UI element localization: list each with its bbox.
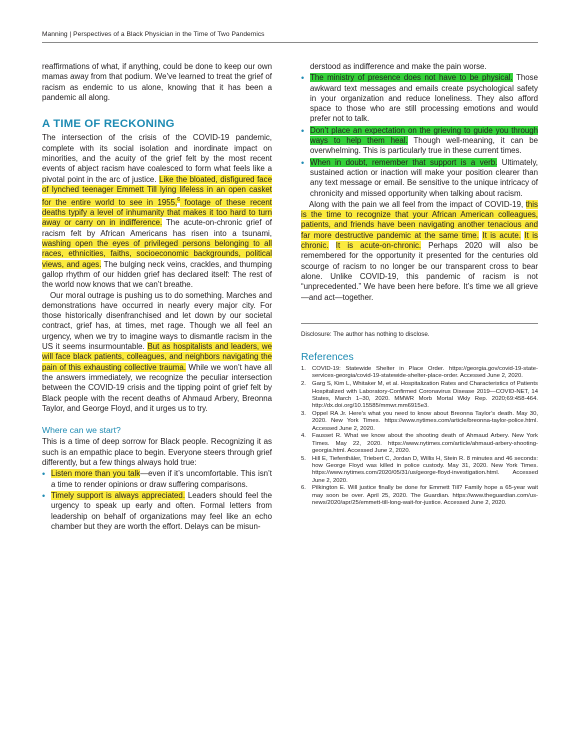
- reference-text: Fausset R. What we know about the shooting death of Ahmaud Arbery. New York Times. May 22, 2020. https://www.nytimes.com/article/ahmaud-arbery-shooting-georgia.html. Accessed June 2, 2020.: [312, 433, 538, 454]
- right-column: [301, 62, 538, 508]
- highlight-chronic: It is chronic.: [301, 230, 538, 251]
- reference-text: COVID-19: Statewide Shelter in Place Order. https://georgia.gov/covid-19-state-services-georgia/covid-19-statewide-shelter-place-order. Accessed June 2, 2020.: [312, 366, 538, 380]
- bullet-icon: •: [301, 73, 305, 84]
- list-item: [301, 126, 538, 157]
- text-run: Though well-meaning, it can be overwhelming. This is particularly true in these current times.: [310, 136, 538, 156]
- text-run: While we won’t have all the answers immediately, we recognize the peculiar intersection between the COVID-19 crisis and the tipping point of grief felt by Black people with the recent deaths of Ahmaud Arbery, Breonna Taylor, and George Floyd, and it urges us to try.: [42, 362, 272, 413]
- text-run: Those awkward text messages and emails create psychological safety in your organization and reduce loneliness. They also afford space to those who are still processing emotions and would prefer not to talk.: [310, 73, 539, 124]
- paragraph-closing: [301, 200, 538, 303]
- highlight-privileged: washing open the eyes of privileged persons belonging to all races, ethnicities, faiths, socioeconomic backgrounds, political views, and ages.: [42, 239, 272, 269]
- paragraph-outrage: [42, 291, 272, 415]
- text-run: Along with the pain we all feel from the impact of COVID-19,: [309, 199, 526, 209]
- reference-item: [301, 366, 538, 381]
- paragraph-intro: reaffirmations of what, if anything, could be done to keep our own mamas away from that podium. We’ve learned to treat the grief of racism as endemic to us alone, knowing that it has been a pandemic all along.: [42, 62, 272, 102]
- disclosure-note: Disclosure: The author has nothing to disclose.: [301, 330, 430, 338]
- highlight-emmett-till: Like the bloated, disfigured face of lynched teenager Emmett Till lying lifeless in an open casket for the entire world to see in 1955,: [42, 174, 273, 207]
- list-item: [42, 491, 272, 532]
- text-run: The acute-on-chronic grief of racism felt by African Americans has risen into a tsunami,: [42, 218, 272, 238]
- text-run: The intersection of the crisis of the COVID-19 pandemic, complete with its social isolation and inordinate impact on minorities, and the acuity of the grief felt by the most recent events of abject racism have coalesced to form what feels like a pivotal point in the arc of justice.: [42, 133, 272, 184]
- reference-number: 6.: [301, 485, 306, 492]
- reference-item: [301, 411, 538, 433]
- header-rule: [42, 42, 538, 43]
- section-title: A TIME OF RECKONING: [42, 118, 175, 131]
- citation-superscript: 6: [177, 197, 180, 204]
- reference-number: 4.: [301, 433, 306, 440]
- bullet-icon: •: [301, 125, 305, 136]
- advice-list-continued: [301, 73, 538, 199]
- left-column: [42, 62, 272, 533]
- subsection-title: Where can we start?: [42, 425, 121, 436]
- references-list: [301, 366, 538, 507]
- text-run: Ultimately, sustained action or inaction will make your position clearer than any text message or email. Be sensitive to the unique intricacy of chronicity and missed opportunity when talking about racism.: [310, 157, 538, 198]
- text-run: Our moral outrage is pushing us to do something. Marches and demonstrations have occurred in nearly every major city. For those historically disenfranchised and let down by our societal contract, grief has, at times, met rage. Though we all feel an urgency, when we try to imagine ways to dismantle racism in the US it seems insurmountable.: [42, 290, 272, 352]
- reference-text: Hill E, Tiefenthäler, Triebert C, Jordan D, Willis H, Stein R. 8 minutes and 46 seconds: how George Floyd was killed in police custody. May 31, 2020. New York Times. https://www.nytimes.com/2020/05/31/us/george-floyd-investigation.html. Accessed June 2, 2020.: [312, 455, 538, 484]
- reference-text: Garg S, Kim L, Whitaker M, et al. Hospitalization Rates and Characteristics of Patients Hospitalized with Laboratory-Confirmed Coronavirus Disease 2019—COVID-NET, 14 States, March 1–30, 2020. MMWR Morb Mortal Wkly Rep. 2020;69:458-464. http://dx.doi.org/10.15585/mmwr.mm6915e3.: [312, 381, 538, 410]
- highlight-support-verb: When in doubt, remember that support is a verb.: [310, 157, 498, 167]
- highlight-listen: Listen more than you talk: [51, 469, 141, 479]
- reference-text: Oppel RA Jr. Here’s what you need to know about Breonna Taylor’s death. May 30, 2020. New York Times. https://www.nytimes.com/article/breonna-taylor-police.html. Accessed June 2, 2020.: [312, 410, 538, 432]
- highlight-acute: It is acute.: [482, 230, 521, 240]
- reference-item: [301, 433, 538, 455]
- highlight-recognize: this is the time to recognize that your African American colleagues, patients, and friends have been navigating another tenacious and far more destructive pandemic at the same time.: [301, 199, 538, 240]
- footnote-divider: [301, 323, 538, 324]
- list-item: [42, 469, 272, 490]
- reference-text: Pilkington E. Will justice finally be done for Emmett Till? Family hope a 65-year wait may soon be over. April 25, 2020. The Guardian. https://www.theguardian.com/us-news/2020/apr/25/emmett-till-long-wait-for-justice. Accessed June 2, 2020.: [312, 485, 538, 506]
- reference-number: 5.: [301, 455, 306, 462]
- highlight-acute-on-chronic: It is acute-on-chronic.: [335, 241, 422, 251]
- reference-number: 1.: [301, 366, 306, 373]
- bullet-icon: •: [301, 157, 305, 168]
- advice-list: [42, 469, 272, 532]
- text-run: The bulging neck veins, crackles, and thumping gallop rhythm of our hidden grief has declared itself: The rest of the world now knows that we can’t breathe.: [42, 259, 272, 290]
- list-item: [301, 73, 538, 124]
- paragraph-sorrow: This is a time of deep sorrow for Black people. Recognizing it as such is an empathic place to begin. Everyone steers through grief differently, but a few things always hold true:: [42, 437, 272, 468]
- reference-item: [301, 456, 538, 485]
- list-item: [301, 158, 538, 199]
- running-head: Manning | Perspectives of a Black Physician in the Time of Two Pandemics: [42, 31, 265, 38]
- reference-item: [301, 381, 538, 410]
- paragraph-reckoning: [42, 133, 272, 290]
- references-title: References: [301, 351, 354, 363]
- text-run: —even if it’s uncomfortable. This isn’t a time to render opinions or draw suffering comparisons.: [51, 469, 272, 489]
- highlight-inhumanity: footage of these recent deaths typify a level of inhumanity that makes it too hard to turn away or carry on in indifference.: [42, 197, 272, 228]
- highlight-expectation: Don’t place an expectation on the grieving to guide you through ways to help them heal.: [310, 125, 538, 146]
- bullet-icon: •: [42, 490, 46, 501]
- list-continuation: derstood as indifference and make the pain worse.: [310, 62, 487, 71]
- reference-number: 2.: [301, 381, 306, 388]
- text-run: Leaders should feel the urgency to speak up early and often. Formal letters from leadership on behalf of organizations may feel like an echo chamber but they are worth the effort. Delays can be misun-: [51, 490, 273, 531]
- reference-item: [301, 485, 538, 507]
- highlight-ministry: The ministry of presence does not have to be physical.: [310, 73, 513, 83]
- highlight-timely-support: Timely support is always appreciated.: [51, 490, 186, 500]
- reference-number: 3.: [301, 410, 306, 417]
- text-run: Perhaps 2020 will also be remembered for the opportunity it presented for the centuries old scourge of racism to no longer be our transparent cross to bear alone. Unlike COVID-19, this pandemic of racism is not “unprecedented.” We have been here before. It’s time we all grieve—and act—together.: [301, 241, 539, 302]
- bullet-icon: •: [42, 469, 46, 480]
- highlight-hospitalists: But as hospitalists and leaders, we will face black patients, colleagues, and neighbors navigating the pain of this exhausting collective trauma.: [42, 342, 273, 372]
